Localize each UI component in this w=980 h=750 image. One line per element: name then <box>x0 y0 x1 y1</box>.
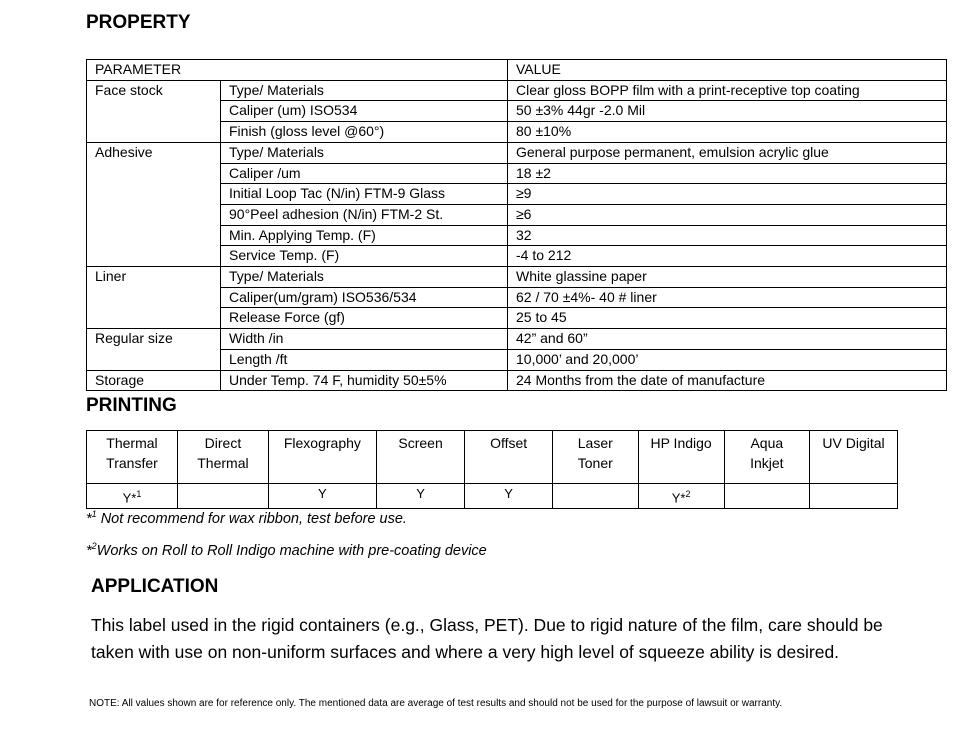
printing-method-line-2: Inkjet <box>750 455 784 471</box>
property-value: 25 to 45 <box>508 308 947 329</box>
property-value: 10,000’ and 20,000’ <box>508 349 947 370</box>
property-parameter: Initial Loop Tac (N/in) FTM-9 Glass <box>221 184 508 205</box>
printing-method-label <box>638 431 724 484</box>
property-row <box>87 267 947 288</box>
property-header-row <box>87 60 947 81</box>
printing-heading: PRINTING <box>86 395 177 416</box>
printing-method-label <box>552 431 638 484</box>
printing-method-line-2: Toner <box>577 455 613 471</box>
property-value: 62 / 70 ±4%- 40 # liner <box>508 287 947 308</box>
printing-note-1: *$^1$ Not recommend for wax ribbon, test before use. <box>86 509 407 527</box>
property-parameter: Release Force (gf) <box>221 308 508 329</box>
printing-method-label <box>810 431 898 484</box>
property-parameter: Finish (gloss level @60°) <box>221 122 508 143</box>
property-heading: PROPERTY <box>86 12 191 33</box>
property-value: 80 ±10% <box>508 122 947 143</box>
printing-method-line-1: Offset <box>490 435 528 451</box>
printing-method-line-1: Screen <box>398 435 443 451</box>
application-text <box>91 612 883 666</box>
printing-value-text: Y <box>504 486 513 501</box>
application-heading: APPLICATION <box>91 576 219 597</box>
property-value: 42” and 60” <box>508 329 947 350</box>
property-parameter: Caliper (um) ISO534 <box>221 101 508 122</box>
printing-method-line-2: Thermal <box>197 455 249 471</box>
printing-method-label <box>268 431 376 484</box>
printing-method-line-2: Transfer <box>106 455 158 471</box>
property-group-name: Adhesive <box>87 142 221 266</box>
application-line-2: taken with use on non-uniform surfaces and where a very high level of squeeze ability is desired. <box>91 642 840 662</box>
property-parameter: Type/ Materials <box>221 267 508 288</box>
printing-method-line-1: Aqua <box>750 435 784 451</box>
disclaimer-note: NOTE: All values shown are for reference only. The mentioned data are average of test results and should not be used for the purpose of lawsuit or warranty. <box>89 698 783 709</box>
printing-table <box>86 430 898 509</box>
printing-method-value <box>638 484 724 509</box>
printing-values-row <box>87 484 898 509</box>
property-parameter: Type/ Materials <box>221 80 508 101</box>
property-parameter: Under Temp. 74 F, humidity 50±5% <box>221 370 508 391</box>
printing-method-label <box>177 431 268 484</box>
printing-method-value <box>87 484 178 509</box>
printing-method-line-1: Thermal <box>106 435 158 451</box>
printing-value-sup: 2 <box>685 489 691 499</box>
printing-method-line-1: Direct <box>204 435 242 451</box>
property-parameter: Caliper(um/gram) ISO536/534 <box>221 287 508 308</box>
property-value: ≥9 <box>508 184 947 205</box>
property-value: -4 to 212 <box>508 246 947 267</box>
printing-method-line-1: Flexography <box>283 435 361 451</box>
printing-method-value <box>724 484 809 509</box>
property-value: 24 Months from the date of manufacture <box>508 370 947 391</box>
printing-method-line-1: UV Digital <box>822 435 885 451</box>
property-table <box>86 59 947 391</box>
printing-method-line-1: HP Indigo <box>650 435 712 451</box>
property-value: 32 <box>508 225 947 246</box>
property-parameter: Length /ft <box>221 349 508 370</box>
property-row <box>87 80 947 101</box>
property-group-name: Liner <box>87 267 221 329</box>
property-parameter: Type/ Materials <box>221 142 508 163</box>
property-parameter: Width /in <box>221 329 508 350</box>
printing-value-text: Y <box>318 486 327 501</box>
property-parameter: Caliper /um <box>221 163 508 184</box>
property-parameter: Service Temp. (F) <box>221 246 508 267</box>
property-group-name: Storage <box>87 370 221 391</box>
parameter-header: PARAMETER <box>87 60 508 81</box>
printing-method-label <box>465 431 553 484</box>
property-group-name: Face stock <box>87 80 221 142</box>
property-row <box>87 142 947 163</box>
printing-method-label <box>376 431 464 484</box>
printing-method-value <box>810 484 898 509</box>
application-line-1: This label used in the rigid containers (e.g., Glass, PET). Due to rigid nature of the film, care should be <box>91 615 883 635</box>
printing-method-value <box>376 484 464 509</box>
printing-method-value <box>465 484 553 509</box>
printing-note-2: *$^2$Works on Roll to Roll Indigo machine with pre-coating device <box>86 541 487 559</box>
printing-value-sup: 1 <box>136 489 142 499</box>
property-value: ≥6 <box>508 204 947 225</box>
printing-method-line-1: Laser <box>577 435 613 451</box>
property-value: White glassine paper <box>508 267 947 288</box>
property-group-name: Regular size <box>87 329 221 370</box>
value-header: VALUE <box>508 60 947 81</box>
property-parameter: 90°Peel adhesion (N/in) FTM-2 St. <box>221 204 508 225</box>
printing-method-label <box>87 431 178 484</box>
property-value: General purpose permanent, emulsion acrylic glue <box>508 142 947 163</box>
property-row <box>87 329 947 350</box>
property-parameter: Min. Applying Temp. (F) <box>221 225 508 246</box>
printing-method-value <box>177 484 268 509</box>
property-value: 50 ±3% 44gr -2.0 Mil <box>508 101 947 122</box>
property-row <box>87 370 947 391</box>
property-value: Clear gloss BOPP film with a print-receptive top coating <box>508 80 947 101</box>
printing-method-label <box>724 431 809 484</box>
printing-method-value <box>552 484 638 509</box>
printing-value-text: Y* <box>671 490 686 506</box>
property-value: 18 ±2 <box>508 163 947 184</box>
printing-method-value <box>268 484 376 509</box>
printing-value-text: Y* <box>122 490 137 506</box>
printing-methods-row <box>87 431 898 484</box>
printing-value-text: Y <box>416 486 425 501</box>
